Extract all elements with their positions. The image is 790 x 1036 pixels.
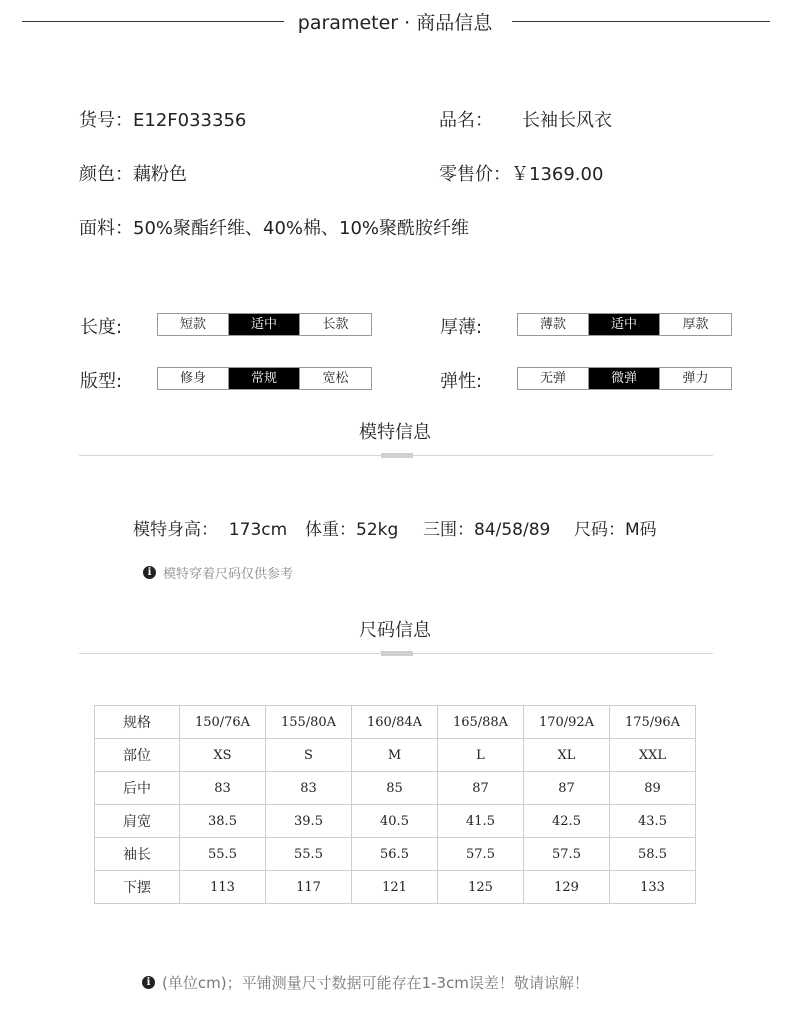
thickness-option-medium: 适中 (589, 314, 660, 335)
table-row (95, 739, 696, 772)
table-cell: 58.5 (610, 838, 696, 871)
length-option-short: 短款 (158, 314, 229, 335)
info-icon: i (142, 976, 155, 989)
model-note-text: 模特穿着尺码仅供参考 (163, 567, 294, 582)
table-row-header: 袖长 (95, 838, 180, 871)
price-label: 零售价： (439, 164, 511, 185)
fit-label: 版型: (80, 371, 123, 392)
table-cell: 57.5 (524, 838, 610, 871)
sku-label: 货号： (79, 110, 133, 131)
table-cell: 160/84A (352, 706, 438, 739)
elasticity-option-none: 无弹 (518, 368, 589, 389)
name-info (439, 106, 612, 132)
table-cell: 39.5 (266, 805, 352, 838)
sku-info (79, 106, 246, 132)
table-cell: 56.5 (352, 838, 438, 871)
model-size: 尺码：M码 (574, 520, 657, 540)
table-cell: 38.5 (180, 805, 266, 838)
size-footnote-text: (单位cm)；平铺测量尺寸数据可能存在1-3cm误差！敬请谅解！ (162, 974, 589, 992)
table-cell: 129 (524, 871, 610, 904)
fit-selector (157, 367, 372, 390)
table-cell: 83 (266, 772, 352, 805)
model-weight: 体重：52kg (305, 520, 399, 540)
table-cell: 55.5 (266, 838, 352, 871)
color-value: 藕粉色 (133, 164, 187, 185)
fit-option-regular: 常规 (229, 368, 300, 389)
table-cell: 165/88A (438, 706, 524, 739)
length-option-long: 长款 (322, 317, 349, 332)
table-cell: 87 (438, 772, 524, 805)
size-section-title: 尺码信息 (359, 620, 431, 641)
elasticity-option-stretch: 弹力 (682, 371, 709, 386)
table-cell: 43.5 (610, 805, 696, 838)
table-row (95, 772, 696, 805)
price-info (439, 160, 603, 186)
table-cell: 155/80A (266, 706, 352, 739)
thickness-selector (517, 313, 732, 336)
table-cell: S (266, 739, 352, 772)
thickness-option-thick: 厚款 (682, 317, 709, 332)
fabric-value: 50%聚酯纤维、40%棉、10%聚酰胺纤维 (133, 218, 470, 239)
size-footnote (142, 972, 589, 993)
fabric-label: 面料： (79, 218, 133, 239)
size-section-marker (381, 651, 413, 656)
table-cell: 113 (180, 871, 266, 904)
page-title: parameter · 商品信息 (297, 12, 493, 34)
table-cell: 175/96A (610, 706, 696, 739)
thickness-option-thin: 薄款 (518, 314, 589, 335)
table-row-header: 部位 (95, 739, 180, 772)
elasticity-option-slight: 微弹 (589, 368, 660, 389)
table-row (95, 838, 696, 871)
model-section-marker (381, 453, 413, 458)
length-selector (157, 313, 372, 336)
table-row-header: 肩宽 (95, 805, 180, 838)
thickness-label: 厚薄: (440, 317, 483, 338)
table-cell: 55.5 (180, 838, 266, 871)
model-section-title: 模特信息 (359, 422, 431, 443)
table-cell: 41.5 (438, 805, 524, 838)
table-cell: 87 (524, 772, 610, 805)
elasticity-label: 弹性: (440, 371, 483, 392)
table-row-header: 下摆 (95, 871, 180, 904)
table-cell: 170/92A (524, 706, 610, 739)
table-cell: 133 (610, 871, 696, 904)
table-cell: XL (524, 739, 610, 772)
table-cell: 40.5 (352, 805, 438, 838)
price-value: ￥1369.00 (511, 164, 604, 185)
table-cell: 57.5 (438, 838, 524, 871)
table-row (95, 805, 696, 838)
length-option-medium: 适中 (229, 314, 300, 335)
fit-option-loose: 宽松 (322, 371, 349, 386)
table-cell: 125 (438, 871, 524, 904)
model-measurements: 三围：84/58/89 (423, 520, 551, 540)
length-label: 长度: (80, 317, 123, 338)
table-cell: 85 (352, 772, 438, 805)
table-row-header: 后中 (95, 772, 180, 805)
table-cell: L (438, 739, 524, 772)
size-table (94, 705, 696, 904)
name-value: 长袖长风衣 (522, 110, 612, 131)
name-label: 品名： (439, 110, 493, 131)
color-info (79, 160, 187, 186)
model-note (143, 563, 293, 582)
fit-option-slim: 修身 (158, 368, 229, 389)
header-line-right (512, 21, 770, 22)
table-cell: 42.5 (524, 805, 610, 838)
table-cell: 150/76A (180, 706, 266, 739)
table-cell: M (352, 739, 438, 772)
table-row (95, 871, 696, 904)
table-cell: 89 (610, 772, 696, 805)
fabric-info (79, 214, 469, 240)
table-cell: 117 (266, 871, 352, 904)
table-cell: 121 (352, 871, 438, 904)
table-row-header: 规格 (95, 706, 180, 739)
model-height: 模特身高： 173cm (133, 520, 288, 540)
elasticity-selector (517, 367, 732, 390)
table-cell: XS (180, 739, 266, 772)
table-header-row (95, 706, 696, 739)
table-cell: 83 (180, 772, 266, 805)
info-icon: i (143, 566, 156, 579)
sku-value: E12F033356 (133, 110, 247, 131)
color-label: 颜色： (79, 164, 133, 185)
table-cell: XXL (610, 739, 696, 772)
